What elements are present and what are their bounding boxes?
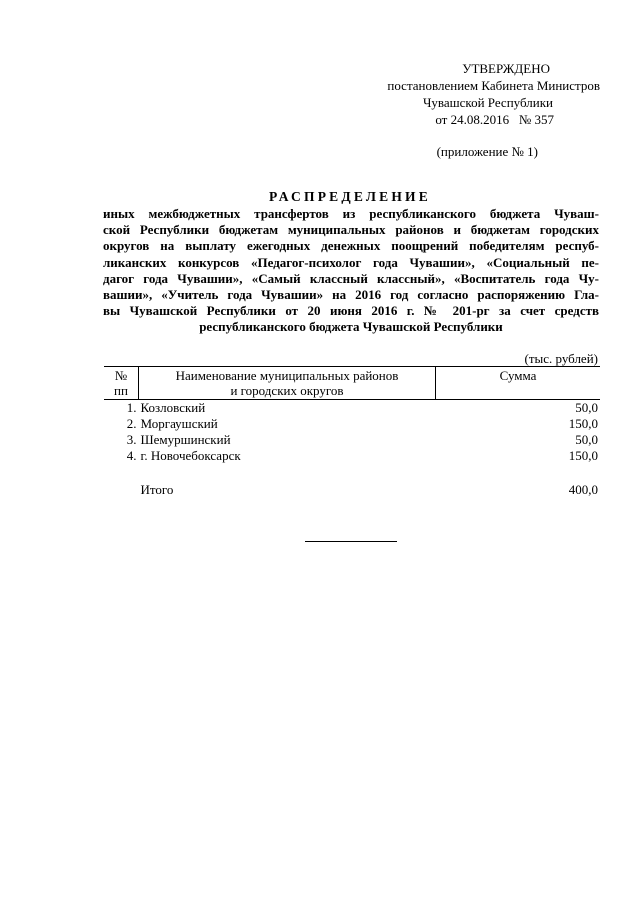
table-total-row [104, 482, 600, 498]
header-number-line1: № [114, 368, 128, 383]
row-name: Шемуршинский [140, 432, 231, 447]
row-name: Козловский [140, 400, 206, 415]
row-number: 4. [126, 448, 137, 463]
row-number: 2. [126, 416, 137, 431]
row-number: 1. [126, 400, 137, 415]
description-line: республиканского бюджета Чувашской Республики [199, 319, 503, 335]
row-sum: 150,0 [568, 448, 598, 463]
description-line: вы Чувашской Республики от 20 июня 2016 г. № 201-рг за счет средств [103, 303, 599, 319]
header-number [104, 367, 139, 400]
row-sum: 50,0 [575, 432, 598, 447]
total-label: Итого [140, 482, 174, 497]
header-number-line2: пп [114, 383, 128, 398]
allocation-table [104, 366, 600, 498]
row-number: 3. [126, 432, 137, 447]
closing-divider [305, 541, 397, 542]
header-name-line2: и городских округов [230, 383, 344, 398]
approval-republic: Чувашской Республики [422, 95, 553, 110]
table-header-row [104, 367, 600, 400]
row-name: г. Новочебоксарск [140, 448, 241, 463]
row-sum: 150,0 [568, 416, 598, 431]
description-line: округов на выплату ежегодных денежных поощрений победителям респуб- [103, 238, 599, 254]
table-spacer-row [104, 464, 600, 482]
description-line: дагог года Чувашии», «Самый классный классный», «Воспитатель года Чу- [103, 270, 599, 286]
total-sum: 400,0 [568, 482, 598, 497]
document-title: РАСПРЕДЕЛЕНИЕ [269, 189, 431, 204]
document-description [103, 206, 599, 336]
approval-date-number: от 24.08.2016 № 357 [435, 112, 554, 127]
header-name [139, 367, 436, 400]
table-row [104, 432, 600, 448]
description-line: вашии», «Учитель года Чувашии» на 2016 год согласно распоряжению Гла- [103, 287, 599, 303]
appendix-note: (приложение № 1) [436, 144, 538, 159]
header-sum: Сумма [436, 367, 601, 400]
description-line: ской Республики бюджетам муниципальных районов и бюджетам городских [103, 222, 599, 238]
header-name-line1: Наименование муниципальных районов [175, 368, 399, 383]
table-row [104, 400, 600, 417]
table-row [104, 448, 600, 464]
description-line: иных межбюджетных трансфертов из республиканского бюджета Чуваш- [103, 206, 599, 221]
units-note: (тыс. рублей) [524, 351, 598, 366]
approval-issuer: постановлением Кабинета Министров [387, 78, 600, 93]
approval-block [340, 60, 600, 128]
table-row [104, 416, 600, 432]
row-name: Моргаушский [140, 416, 218, 431]
description-line: ликанских конкурсов «Педагог-психолог года Чувашии», «Социальный пе- [103, 254, 599, 270]
approval-heading: УТВЕРЖДЕНО [462, 61, 550, 76]
row-sum: 50,0 [575, 400, 598, 415]
